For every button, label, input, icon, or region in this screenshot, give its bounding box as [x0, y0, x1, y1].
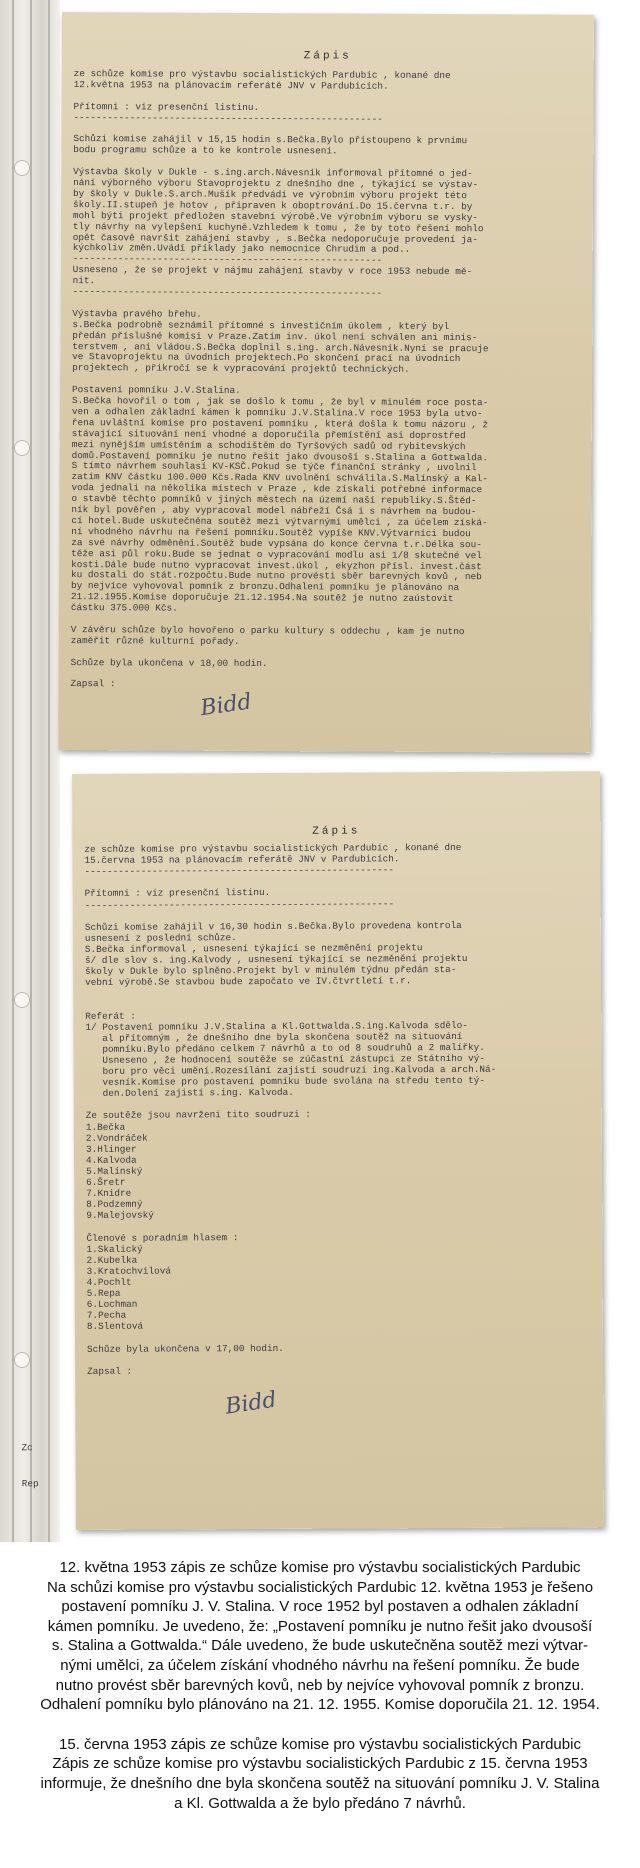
binder-edge: [0, 762, 60, 1542]
punch-hole: [14, 1352, 30, 1368]
typed-line: ze schůze komise pro výstavbu socialistických Pardubic , konané dne: [73, 68, 451, 82]
caption-line: nými umělci, za účelem získání vhodného návrhu na řešení pomníku. Že bude: [60, 1656, 580, 1674]
typed-line: Členové s poradním hlasem :: [86, 1231, 239, 1244]
typed-line: al přítomným , že dnešního dne byla skončena soutěž na situování: [85, 1030, 463, 1044]
typed-line: Usneseno , že hodnocení soutěže se zúčastní zástupci ze Státního vý-: [85, 1052, 485, 1066]
typed-line: ven a odhalen základní kámen k pomníku J.V.Stalina.V roce 1953 byla utvo-: [71, 405, 483, 420]
typed-line: Výstavba školy v Dukle - s.ing.arch.Návesník informoval přítomné o jed-: [73, 166, 473, 180]
typed-line: ku dostali do stát.rozpočtu.Bude nutno provésti sběr barevných kovů , neb: [71, 569, 482, 583]
caption-line: 12. května 1953 zápis ze schůze komise pro výstavbu socialistických Pardubic: [59, 1559, 581, 1576]
typed-line: 8.Slentová: [86, 1320, 144, 1333]
caption-line: a Kl. Gottwalda a že bylo předáno 7 návrhů.: [174, 1794, 466, 1812]
typed-line: S.Bečka informoval , usnesení týkající se nezměnění projektu: [84, 942, 423, 955]
typed-line: by nejvíce vyhovoval pomník z bronzu.Odhalení pomníku je plánováno na: [70, 580, 460, 594]
typed-line: [73, 997, 601, 1000]
margin-note: Zc: [21, 1442, 33, 1454]
typed-line: Referát :: [85, 1010, 136, 1022]
typed-line: o stavbě těchto pomníků v jiných městech na území naší republiky.S.Štěd-: [71, 493, 477, 507]
typed-line: s.Bečka podrobně seznámil přítomné s investičním úkolem , který byl: [72, 318, 450, 332]
typed-line: Postavení pomníku J.V.Stalina.: [71, 384, 241, 397]
typed-line: 8.Podzemný: [86, 1198, 143, 1211]
typed-line: 21.12.1955.Komise doporučuje 21.12.1954.Na soutěž je nutno zaústovit: [70, 591, 454, 605]
typed-line: 2.Vondráček: [85, 1132, 148, 1144]
typed-line: Přítomni : viz presenční listinu.: [84, 887, 271, 900]
typed-line: mezi nynějším umístěním a schodištěm do Tyršových sadů od rybitevských: [71, 438, 466, 452]
typed-line: mohl býti projekt předložen stavební výrobě.Ve výrobním výboru se vysky-: [72, 209, 479, 223]
signature: Bidd: [223, 1387, 279, 1420]
caption-line: Odhalení pomníku bylo plánováno na 21. 12. 1955. Komise doporučila 21. 12. 1954.: [40, 1696, 600, 1714]
typed-line: zaměřit různé kulturní pořady.: [70, 634, 240, 647]
typed-line: -------------------------------------------------------: [84, 864, 394, 878]
typed-line: 6.Lochman: [86, 1298, 138, 1311]
typed-line: nání výborného výboru Stavoprojektu z dnešního dne , týkající se výstav-: [73, 177, 479, 191]
caption-block-may: [0, 1558, 640, 1715]
typed-line: domů.Postavení pomníku je nutno řešit jako dvousoší s.Stalina a Gottwalda.: [71, 449, 489, 463]
caption-line: nutno provést sběr barevných kovů, neb by nejvíce vyhovoval pomník z bronzu.: [55, 1676, 585, 1694]
typed-line: cí hotel.Bude uskutečněna soutěž mezi výtvarnými umělci , za účelem získá-: [71, 514, 488, 529]
typed-line: opět časově navršit zahájení stavby , s.Bečka nedoporučuje provedení ja-: [72, 231, 478, 245]
typed-line: -------------------------------------------------------: [72, 253, 383, 266]
typed-line: Výstavba pravého břehu.: [72, 307, 202, 320]
caption-line: informuje, že dnešního dne byla skončena soutěž na situování pomníku J. V. Stalina: [40, 1774, 600, 1792]
typed-line: 9.Malejovský: [86, 1209, 154, 1222]
typed-line: by školy v Dukle.S.arch.Mušík předvádí ve výrobním výboru projekt této: [73, 187, 467, 202]
typed-line: pomníku.Bylo předáno celkem 7 návrhů a to od 8 soudruhů a 2 malířky.: [85, 1041, 485, 1055]
typed-line: -------------------------------------------------------: [84, 897, 395, 911]
typed-line: částku 375.000 Kčs.: [70, 602, 178, 614]
typed-line: terstvem , ani vládou.S.Bečka doplnil s.ing. arch.Návesník.Nyní se pracuje: [72, 340, 489, 354]
typed-line: boru pro věci umění.Rozesílání zajistí soudruzi ing.Kalvoda a arch.Ná-: [85, 1063, 497, 1077]
typed-line: nit.: [72, 275, 96, 287]
caption-line: s. Stalina a Gottwalda.“ Dále uvedeno, že bude uskutečněna soutěž mezi výtvar-: [51, 1637, 589, 1655]
typed-line: 12.května 1953 na plánovacím referátě JNV v Pardubicích.: [73, 78, 389, 92]
caption-line: Zápis ze schůze komise pro výstavbu socialistických Pardubic z 15. června 1953: [52, 1755, 588, 1773]
caption-line: Na schůzi komise pro výstavbu socialistických Pardubic 12. května 1953 je řešeno: [46, 1578, 594, 1596]
typed-line: Schůze byla ukončena v 17,00 hodin.: [86, 1342, 284, 1355]
typed-line: školy.II.stupeň je hotov , připraven k oboptrování.Do 15.června t.r. by: [72, 198, 473, 212]
typed-line: 7.Knidre: [86, 1187, 132, 1200]
typed-line: Zapsal :: [70, 678, 116, 690]
typed-line: 1.Bečka: [85, 1121, 126, 1133]
typed-line: -------------------------------------------------------: [73, 111, 383, 125]
typed-line: Přítomni : viz presenční listinu.: [73, 100, 260, 113]
typed-line: 5.Malínský: [86, 1165, 143, 1177]
typed-line: školy v Dukle bylo splněno.Projekt byl v minulém týdnu předán sta-: [85, 964, 457, 978]
typed-line: řena uvláštní komise pro postavení pomníku , která došla k tomu názoru , ž: [71, 416, 489, 431]
typed-line: 3.Hlinger: [85, 1143, 137, 1155]
caption-line: 15. června 1953 zápis ze schůze komise pro výstavbu socialistických Pardubic: [59, 1735, 581, 1753]
typed-line: vební výrobě.Se stavbou bude započato ve IV.čtvrtletí t.r.: [85, 975, 412, 989]
typed-line: 2.Kubelka: [86, 1254, 138, 1266]
signature: Bidd: [198, 689, 254, 722]
binder-edge: [0, 0, 60, 762]
typed-line: Schůzi komise zahájil v 15,15 hodin s.Bečka.Bylo přistoupeno k prvnímu: [73, 133, 468, 147]
punch-hole: [14, 440, 30, 456]
typed-line: ní vhodného návrhu na řešení pomníku.Soutěž vypíše KNV.Výtvarníci budou: [71, 525, 471, 539]
typed-line: 15.června 1953 na plánovacím referátě JNV v Pardubicích.: [84, 853, 400, 867]
document-scan-1: [0, 0, 640, 762]
typed-line: Ze soutěže jsou navrženi tito soudruzi :: [85, 1109, 311, 1122]
typed-line: stávající situování není vhodné a doporučila přemístění asi doprostřed: [71, 427, 466, 441]
typed-line: voda jednali na několika místech v Praze , kde získali potřebné informace: [71, 482, 483, 496]
typed-line: -------------------------------------------------------: [72, 286, 382, 299]
typed-line: projektech , přikročí se k vypracování projektů technických.: [72, 362, 410, 376]
typed-sheet-2: [21, 771, 604, 1530]
typed-line: ve Stavoprojektu na úvodních projektech.Po skončení prací na úvodních: [72, 351, 461, 365]
typed-line: předán příslušné komisi v Praze.Zatím inv. úkol není schválen ani minis-: [72, 329, 478, 343]
typed-line: tly návrhy na vylepšení kuchyně.Vzhledem k tomu , že by toto řešení mohlo: [72, 220, 484, 234]
typed-line: V závěru schůze bylo hovořeno o parku kultury s oddechu , kam je nutno: [70, 623, 465, 638]
typed-line: 4.Pochlt: [86, 1276, 132, 1288]
typed-line: ze schůze komise pro výstavbu socialistických Pardubic , konané dne: [84, 841, 462, 855]
typed-line: 6.Šretr: [86, 1176, 126, 1188]
sheet-title: Zápis: [312, 825, 361, 838]
typed-line: kosti.Dále bude nutno vypracovat invest.úkol , ekyzhon přísl. invest.část: [71, 558, 482, 572]
typed-line: 7.Pecha: [86, 1309, 127, 1322]
typed-line: Usneseno , že se projekt v nájmu zahájení stavby v roce 1953 nebude mě-: [72, 264, 473, 278]
sheet-title: Zápis: [303, 50, 352, 63]
typed-line: S.Bečka hovořil o tom , jak se došlo k tomu , že byl v minulém roce posta-: [71, 395, 489, 409]
typed-line: Schůzi komise zahájil v 16,30 hodin s.Bečka.Bylo provedena kontrola: [84, 919, 462, 933]
typed-line: 3.Kratochvilová: [86, 1265, 172, 1277]
punch-hole: [14, 992, 30, 1008]
typed-line: kýchkoliv změn.Uvádí příklady jako nemocnice Chrudim a pod..: [72, 242, 411, 256]
typed-line: S tímto návrhem souhlasí KV-KSČ.Pokud se týče finanční stránky , uvolnil: [71, 460, 477, 474]
caption: [0, 1558, 640, 1813]
typed-line: Schůze byla ukončena v 18,00 hodin.: [70, 656, 268, 669]
caption-block-june: [0, 1735, 640, 1813]
typed-line: za své návrhy odměněni.Soutěž bude vypsána do konce června t.r.Délka sou-: [71, 536, 482, 550]
typed-line: Zapsal :: [87, 1365, 133, 1377]
typed-line: vesník.Komise pro postavení pomníku bude svolána na středu tento tý-: [85, 1074, 486, 1089]
typed-line: ník byl pověřen , aby vypracoval model nábřeží Čsá i s návrhem na budou-: [71, 504, 477, 518]
typed-line: bodu programu schůze a to ke kontrole usnesení.: [73, 144, 338, 157]
typed-line: 1/ Postavení pomníku J.V.Stalina a Kl.Gottwalda.S.ing.Kalvoda sdělo-: [85, 1019, 468, 1033]
typed-line: den.Dolení zajistí s.ing. Kalvoda.: [85, 1087, 294, 1100]
typed-line: zatím KNV částku 100.000 Kčs.Rada KNV uvolnění schválila.S.Malínský a Kal-: [71, 471, 488, 485]
typed-line: 1.Skalický: [86, 1243, 143, 1255]
margin-note: Rep: [21, 1478, 39, 1490]
typed-line: těže asi půl roku.Bude se jednat o vypracování modlu asi 1/8 skutečné vel: [71, 547, 482, 561]
caption-line: postavení pomníku J. V. Stalina. V roce 1952 byl postaven a odhalen základní: [61, 1598, 579, 1616]
typed-line: 5.Repa: [86, 1287, 121, 1299]
typed-line: š/ dle slov s. ing.Kalvody , usnesení týkající se nezměnění projektu: [84, 952, 468, 966]
punch-hole: [14, 160, 30, 176]
document-scan-2: [0, 762, 640, 1542]
typed-sheet-1: [58, 12, 594, 753]
typed-line: usnesení z poslední schůze.: [84, 931, 237, 944]
caption-line: kámen pomníku. Je uvedeno, že: „Postavení pomníku je nutno řešit jako dvousoší: [47, 1617, 593, 1635]
typed-line: 4.Kalvoda: [85, 1154, 137, 1166]
